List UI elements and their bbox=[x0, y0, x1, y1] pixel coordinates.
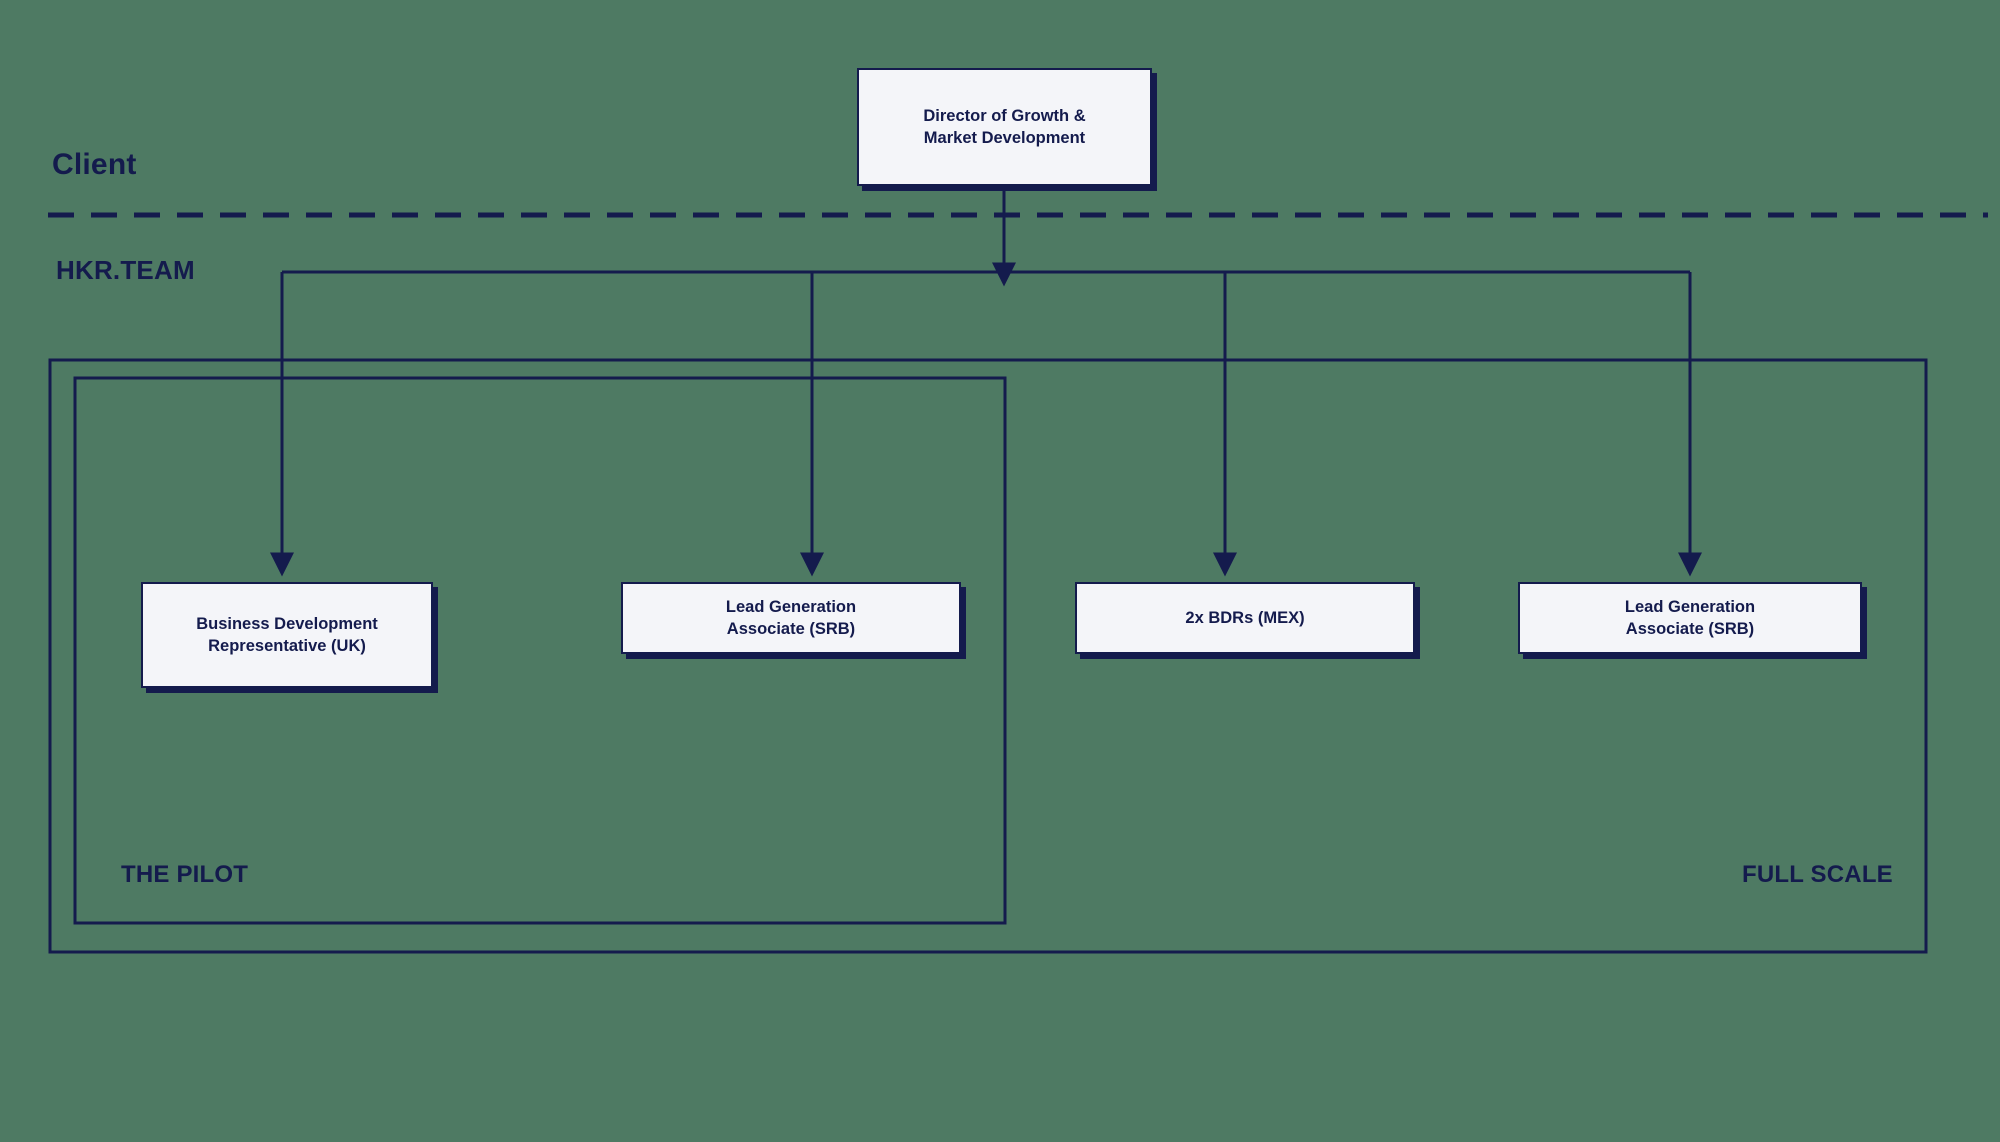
node-lga-srb-1-line1: Lead Generation bbox=[725, 597, 857, 616]
node-2x-bdrs-mex[interactable] bbox=[1075, 582, 1415, 654]
node-lead-generation-associate-srb-2[interactable] bbox=[1518, 582, 1862, 654]
node-lga-srb-1-line2: Associate (SRB) bbox=[726, 620, 856, 638]
node-bdr-uk-line2: Representative (UK) bbox=[208, 637, 366, 655]
group-label-full-scale: FULL SCALE bbox=[1742, 861, 1893, 888]
node-lga-srb-2-line1: Lead Generation bbox=[1624, 597, 1756, 616]
node-director-line2: Market Development bbox=[923, 129, 1086, 147]
node-business-development-representative-uk[interactable] bbox=[141, 582, 433, 688]
node-lead-generation-associate-srb-1[interactable] bbox=[621, 582, 961, 654]
group-label-the-pilot: THE PILOT bbox=[121, 861, 249, 888]
node-lga-srb-2-line2: Associate (SRB) bbox=[1625, 620, 1755, 638]
section-label-hkr-team: HKR.TEAM bbox=[56, 255, 195, 285]
node-bdr-uk-line1: Business Development bbox=[196, 614, 378, 633]
section-label-client: Client bbox=[52, 148, 137, 181]
node-director-line1: Director of Growth & bbox=[923, 106, 1086, 125]
node-bdrs-mex-line1: 2x BDRs (MEX) bbox=[1185, 608, 1305, 627]
node-director-of-growth[interactable] bbox=[857, 68, 1152, 186]
